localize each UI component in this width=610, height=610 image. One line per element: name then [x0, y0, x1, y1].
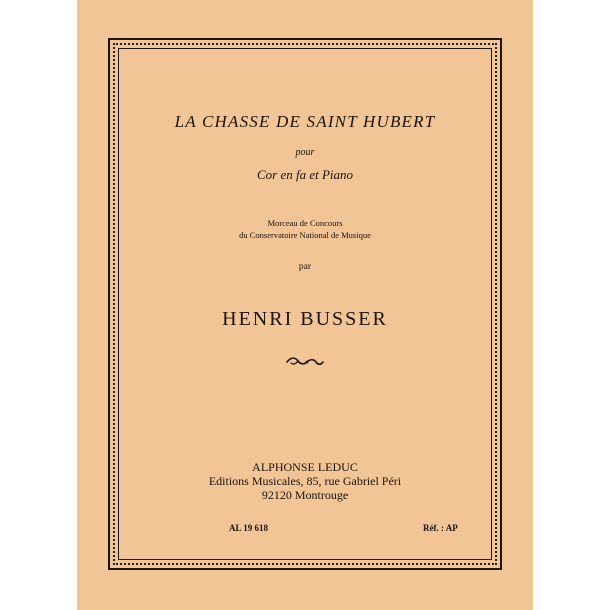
flourish-ornament-icon [285, 355, 325, 369]
composer-name: HENRI BUSSER [222, 308, 388, 330]
publisher-address-1: Editions Musicales, 85, rue Gabriel Péri [208, 474, 402, 488]
reference-code: Réf. : AP [423, 523, 458, 533]
piece-title: LA CHASSE DE SAINT HUBERT [174, 112, 436, 131]
publisher-address-2: 92120 Montrouge [261, 488, 349, 502]
catalog-number: AL 19 618 [229, 523, 269, 533]
description-line-2: du Conservatoire National de Musique [239, 230, 371, 240]
publisher-name: ALPHONSE LEDUC [252, 460, 358, 474]
description-line-1: Morceau de Concours [267, 218, 343, 228]
pour-text: pour [295, 147, 315, 158]
par-text: par [298, 262, 312, 272]
instrumentation-text: Cor en fa et Piano [256, 167, 354, 182]
